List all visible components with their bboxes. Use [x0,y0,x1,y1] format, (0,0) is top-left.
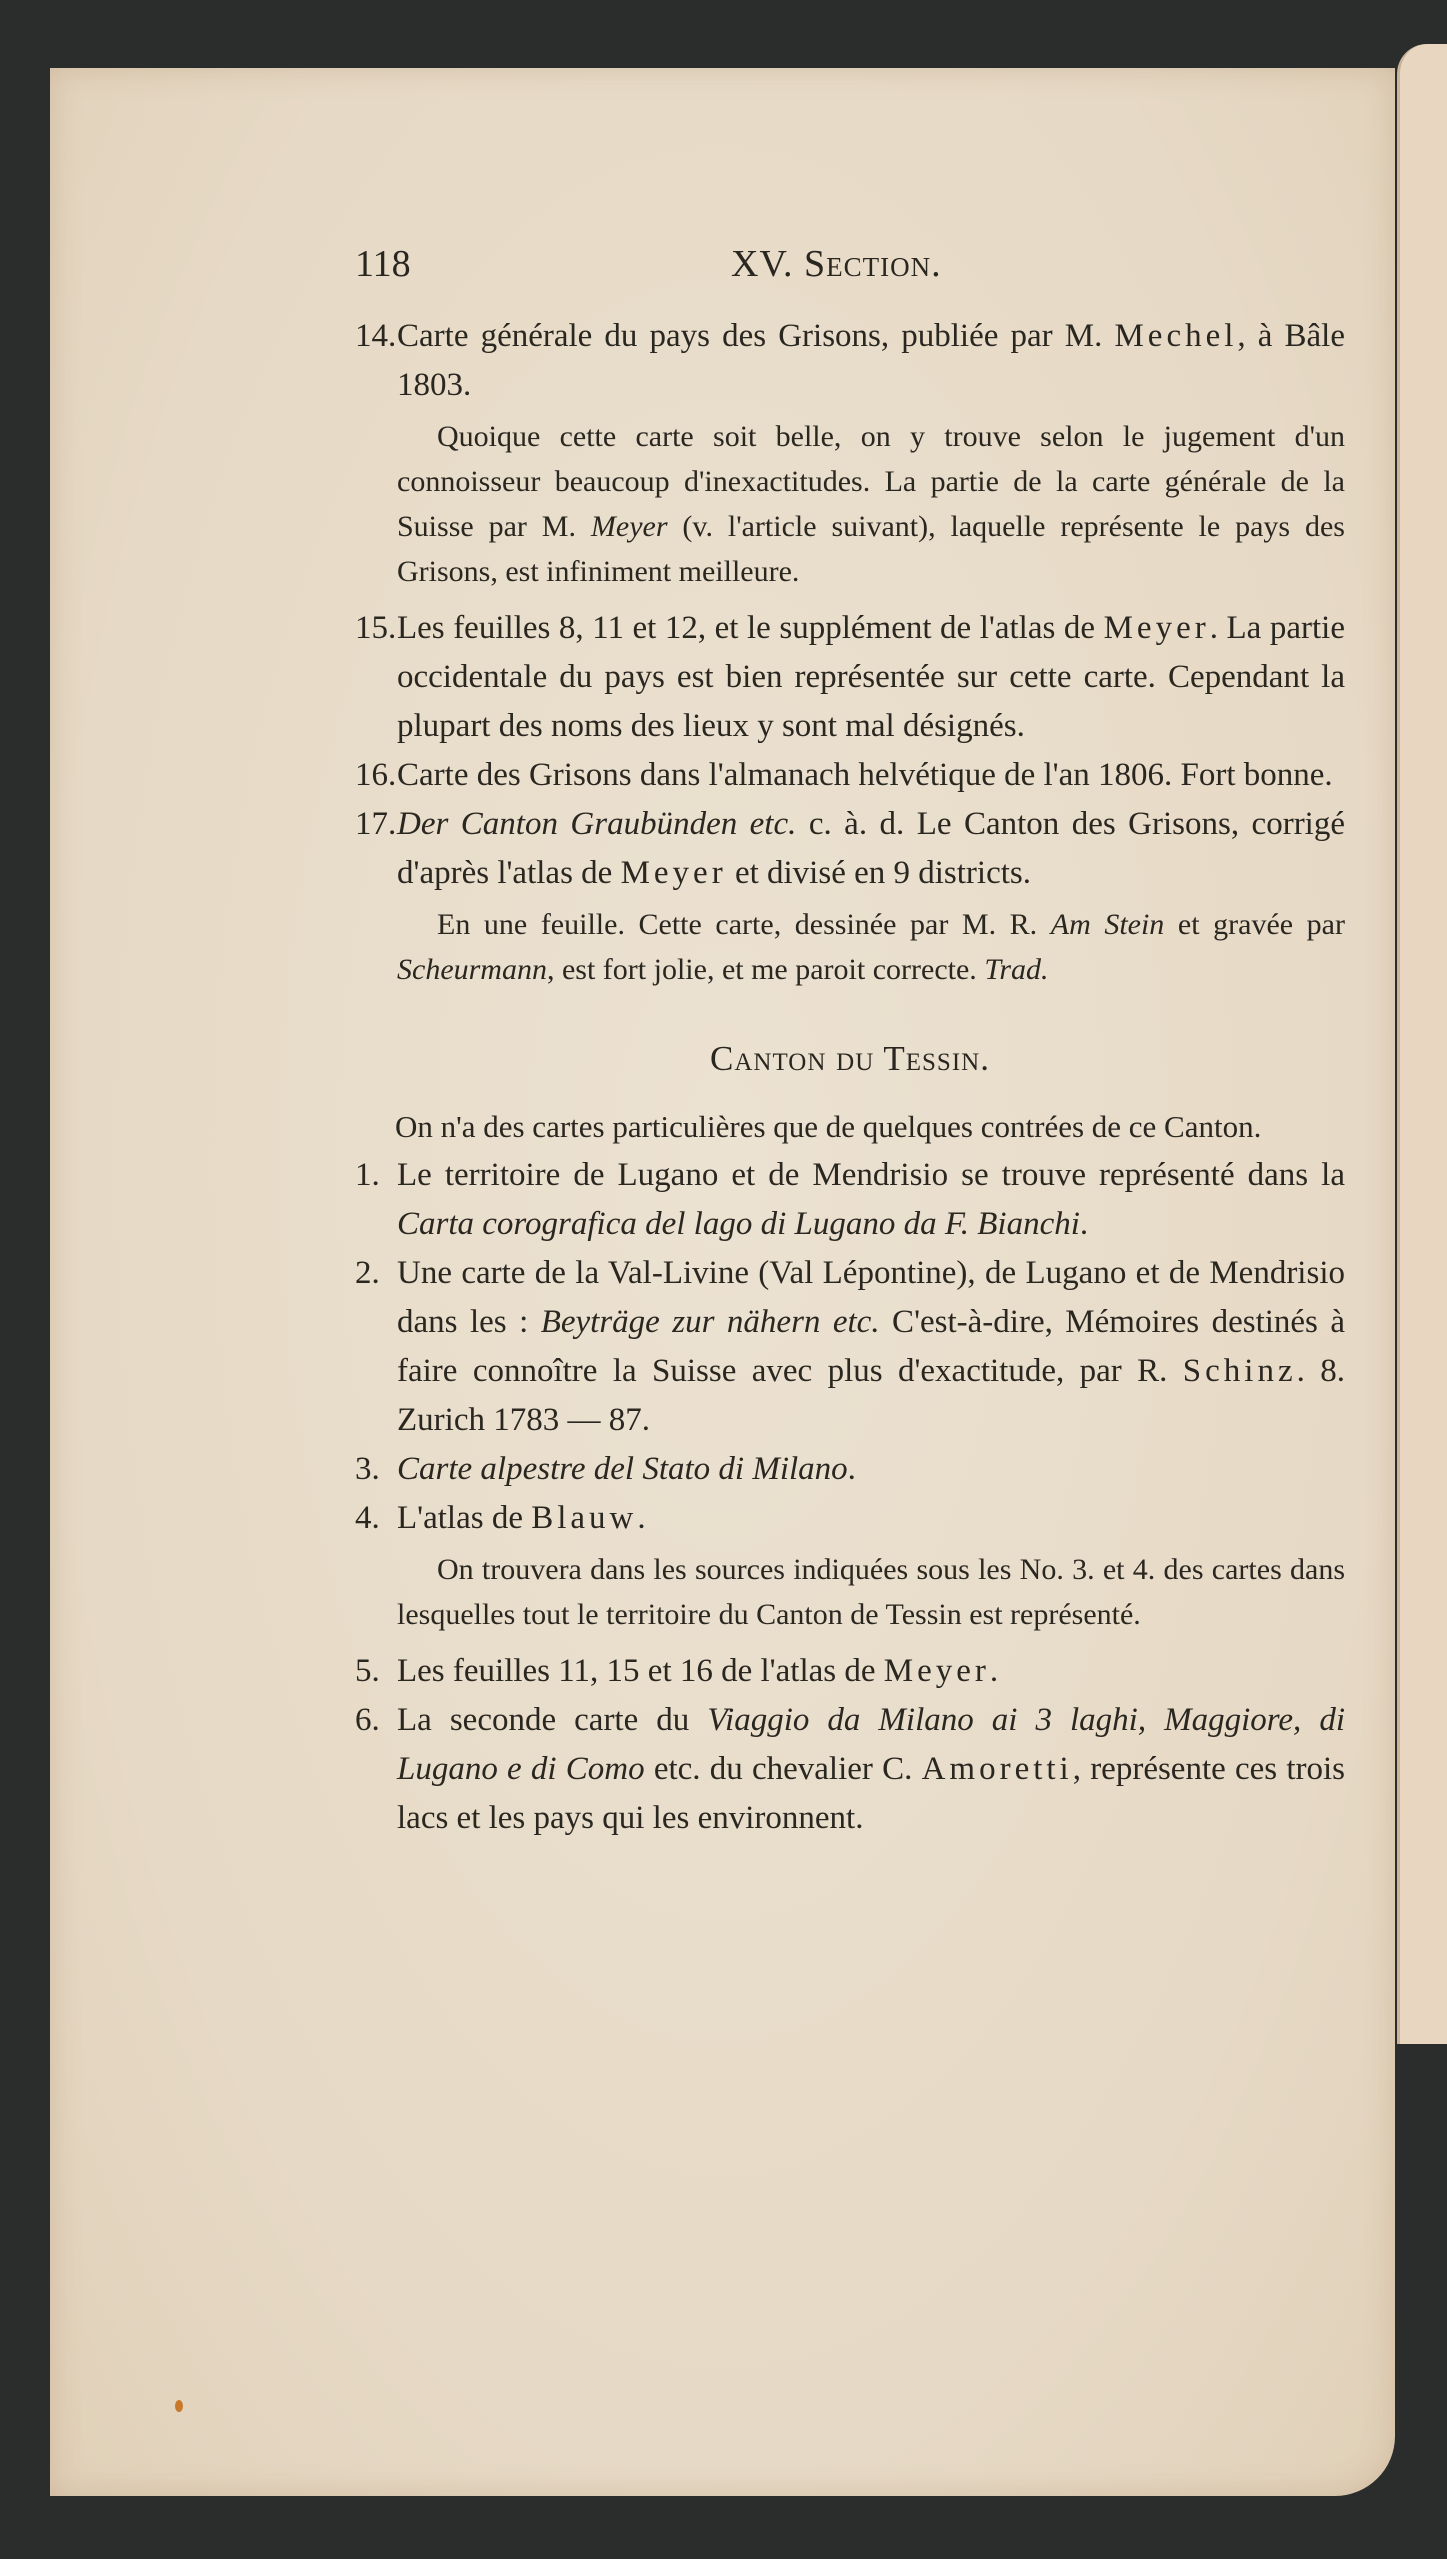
list-item [355,312,1345,410]
text-run: Les feuilles 11, 15 et 16 de l'atlas de [397,1653,884,1689]
text-run: et gravée par [1164,908,1345,941]
item-number: 14. [355,318,397,354]
italic-title: Trad. [984,953,1049,986]
text-run: . 8. Zurich 1783 — 87. [397,1353,1346,1438]
italic-title: Der Canton Graubünden etc. [397,806,797,842]
text-run: , est fort jolie, et me paroit correcte. [546,953,985,986]
list-item [355,751,1345,800]
text-run: Carte générale du pays des Grisons, publiée par M. [397,318,1115,354]
item-number: 16. [355,757,397,793]
item-note [355,902,1345,992]
text-run: et divisé en 9 districts. [726,855,1031,891]
running-title: XV. Section. [731,243,942,285]
text-run: , représente ces trois lacs et les pays qui les environnent. [397,1751,1345,1836]
item-number: 3. [355,1451,380,1487]
text-run: Mechel [1114,318,1238,354]
text-run: (v. l'article suivant), laquelle représente le pays des Grisons, est infiniment meilleure. [397,510,1345,588]
list-item [355,1249,1345,1445]
text-run: etc. du chevalier C. [644,1751,922,1787]
list-item [355,1494,1345,1543]
text-run: . [989,1653,999,1689]
item-number: 6. [355,1702,380,1738]
page-header [355,240,1345,300]
facing-page-edge [1397,44,1447,2044]
text-run: L'atlas de [397,1500,532,1536]
text-run: Les feuilles 8, 11 et 12, et le supplément de l'atlas de [397,610,1104,646]
text-run: Blauw [531,1500,638,1536]
item-number: 17. [355,806,397,842]
item-number: 4. [355,1500,380,1536]
list-item [355,604,1345,751]
page-text [355,240,1345,1843]
italic-title: Carte alpestre del Stato di Milano [397,1451,848,1487]
page-number: 118 [355,243,411,285]
item-number: 1. [355,1157,380,1193]
text-run: Le territoire de Lugano et de Mendrisio se trouve représenté dans la [397,1157,1345,1193]
list-item [355,1696,1345,1843]
text-run: . [637,1500,646,1536]
italic-title: Beyträge zur nähern etc. [540,1304,880,1340]
text-run: c. à. d. Le Canton des Grisons, corrigé d'après l'atlas de [397,806,1345,891]
text-run: Carte des Grisons dans l'almanach helvétique de l'an 1806. Fort bonne. [397,757,1333,793]
item-number: 15. [355,610,397,646]
text-run: . [1079,1206,1089,1242]
item-number: 5. [355,1653,380,1689]
text-run: Meyer [620,855,727,891]
section-intro: On n'a des cartes particulières que de quelques contrées de ce Canton. [395,1109,1262,1144]
text-run: Une carte de la Val-Livine (Val Lépontine), de Lugano et de Mendrisio dans les : [397,1255,1345,1340]
text-run: Meyer [1103,610,1210,646]
italic-title: Carta corografica del lago di Lugano da F. Bianchi [397,1206,1080,1242]
list-item [355,1151,1345,1249]
italic-title: Scheurmann [397,953,547,986]
text-run: Quoique cette carte soit belle, on y trouve selon le jugement d'un connoisseur beaucoup d'inexactitudes. La partie de la carte générale de la Suisse par M. [397,420,1345,543]
list-item [355,800,1345,898]
text-run: Schinz [1182,1353,1297,1389]
list-item [355,1445,1345,1494]
italic-title: Viaggio da Milano ai 3 laghi, Maggiore, di Lugano e di Como [397,1702,1345,1787]
text-run: C'est-à-dire, Mémoires destinés à faire connoître la Suisse avec plus d'exactitude, par R. [397,1304,1345,1389]
text-run: . La partie occidentale du pays est bien représentée sur cette carte. Cependant la plupart des noms des lieux y sont mal désignés. [397,610,1345,744]
foxing-spot [175,2400,183,2412]
list-item [355,1647,1345,1696]
text-run: . [847,1451,856,1487]
text-run: En une feuille. Cette carte, dessinée par M. R. [437,908,1051,941]
grisons-entries [355,312,1345,992]
text-run: La seconde carte du [397,1702,708,1738]
item-note [355,414,1345,594]
item-number: 2. [355,1255,380,1291]
italic-title: Meyer [590,510,668,543]
text-run: On trouvera dans les sources indiquées sous les No. 3. et 4. des cartes dans lesquelles tout le territoire du Canton de Tessin est représenté. [397,1553,1345,1631]
section-heading: Canton du Tessin. [710,1039,990,1078]
italic-title: Am Stein [1050,908,1165,941]
item-note [355,1547,1345,1637]
text-run: Meyer [883,1653,990,1689]
text-run: Amoretti [921,1751,1073,1787]
text-run: , à Bâle 1803. [397,318,1345,403]
tessin-entries [355,1151,1345,1843]
